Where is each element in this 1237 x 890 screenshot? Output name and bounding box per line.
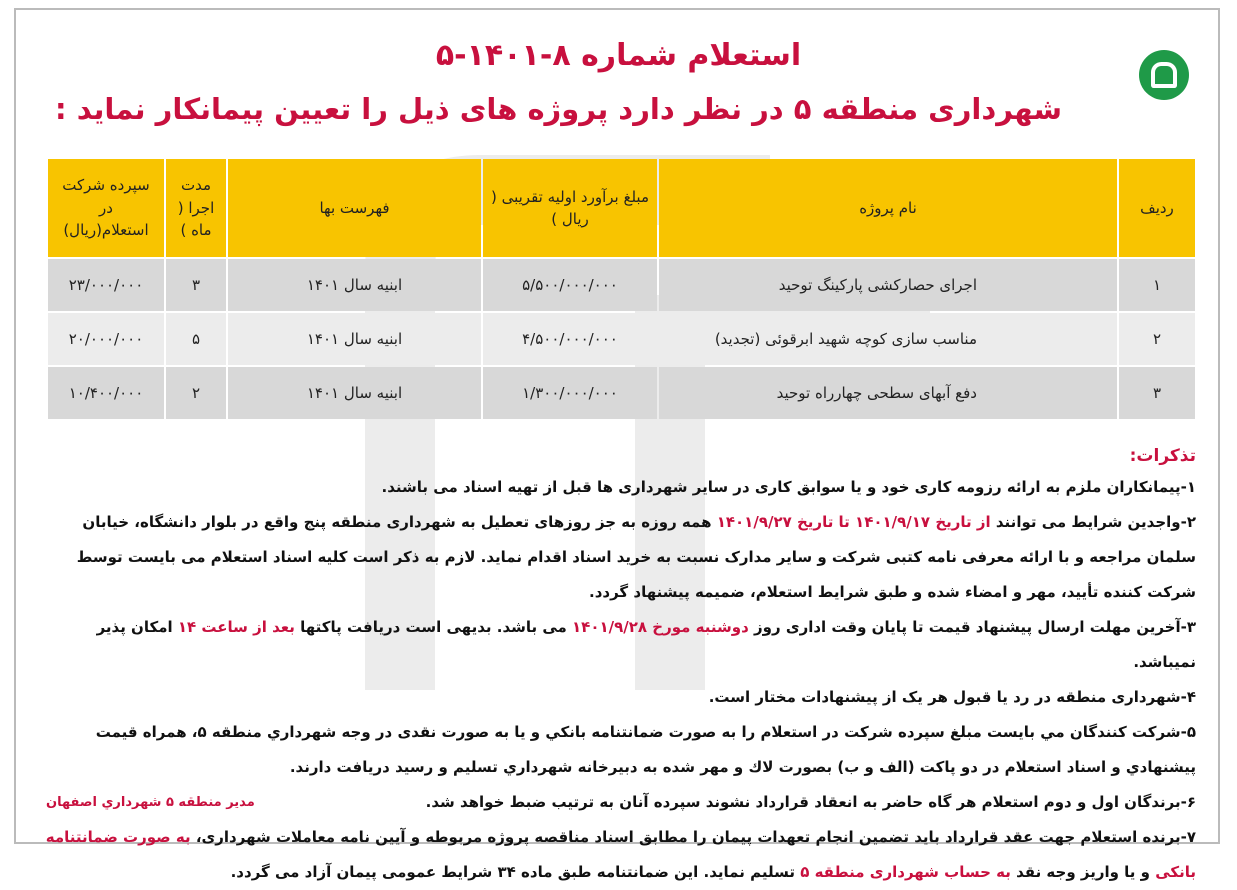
cell-row-number: ۱ (1119, 259, 1195, 311)
inquiry-title: استعلام شماره ۸-۱۴۰۱-۵ (435, 38, 802, 73)
note-item (44, 610, 1196, 680)
note-item (44, 505, 1196, 610)
notes-heading: تذکرات: (1129, 446, 1196, 466)
header-price-list: فهرست بها (228, 159, 481, 257)
note-item (44, 680, 1196, 715)
note-highlight: از تاریخ ۱۴۰۱/۹/۱۷ تا تاریخ ۱۴۰۱/۹/۲۷ (716, 513, 991, 531)
cell-project-name: اجرای حصارکشی پارکینگ توحید (659, 259, 1117, 311)
header-row-number: ردیف (1119, 159, 1195, 257)
cell-project-name: مناسب سازی کوچه شهید ابرقوئی (تجدید) (659, 313, 1117, 365)
note-item (44, 715, 1196, 785)
notes-section (44, 446, 1196, 890)
note-text: ۲-واجدین شرایط می توانند (990, 513, 1196, 531)
note-highlight: به حساب شهرداری منطقه ۵ (800, 863, 1011, 881)
header-deposit: سپرده شرکت در استعلام(ریال) (48, 159, 164, 257)
note-text: همه روزه به جز روزهای تعطیل به شهرداری منطقه پنج واقع در بلوار دانشگاه، خیابان سلمان مراجعه و با ارائه معرفی نامه کتبی شرکت و سایر مدارک نسبت به خرید اسناد اقدام نماید. لازم به ذکر است کلیه اسناد استعلام می بایست توسط شرکت کننده تأیید، مهر و امضاء شده و طبق شرایط استعلام، ضمیمه پیشنهاد گردد. (76, 513, 1196, 601)
cell-project-name: دفع آبهای سطحی چهارراه توحید (659, 367, 1117, 419)
cell-price-list: ابنیه سال ۱۴۰۱ (228, 367, 481, 419)
inquiry-subtitle: شهرداری منطقه ۵ در نظر دارد پروژه های ذیل را تعیین پیمانکار نماید : (55, 92, 1062, 126)
header-duration: مدت اجرا ( ماه ) (166, 159, 226, 257)
cell-deposit: ۱۰/۴۰۰/۰۰۰ (48, 367, 164, 419)
cell-deposit: ۲۰/۰۰۰/۰۰۰ (48, 313, 164, 365)
note-text: ۳-آخرین مهلت ارسال پیشنهاد قیمت تا پایان وقت اداری روز (748, 618, 1196, 636)
cell-deposit: ۲۳/۰۰۰/۰۰۰ (48, 259, 164, 311)
note-highlight: به صورت ضمانتنامه بانکی (45, 828, 1196, 881)
table-row (48, 259, 1195, 311)
note-item (44, 820, 1196, 890)
note-text: و یا واریز وجه نقد (1010, 863, 1156, 881)
note-text: ۵-شرکت کنندگان مي بایست مبلغ سپرده شرکت در استعلام را به صورت ضمانتنامه بانکي و یا به صورت نقدی در وجه شهرداري منطقه ۵، همراه قیمت پیشنهادي و اسناد استعلام در دو پاکت (الف و ب) بصورت لاك و مهر شده به دبیرخانه شهرداري تسلیم و رسید دریافت دارند. (95, 723, 1196, 776)
note-highlight: دوشنبه مورخ ۱۴۰۱/۹/۲۸ (572, 618, 749, 636)
note-item (44, 470, 1196, 505)
note-text: می باشد. بدیهی است دریافت پاکتها (294, 618, 573, 636)
cell-estimate: ۵/۵۰۰/۰۰۰/۰۰۰ (483, 259, 657, 311)
table-row (48, 367, 1195, 419)
signature: مدیر منطقه ۵ شهرداري اصفهان (46, 795, 255, 810)
cell-price-list: ابنیه سال ۱۴۰۱ (228, 313, 481, 365)
note-text: ۴-شهرداری منطقه در رد یا قبول هر یک از پیشنهادات مختار است. (708, 688, 1196, 706)
cell-duration: ۲ (166, 367, 226, 419)
note-text: تسلیم نماید. این ضمانتنامه طبق ماده ۳۴ شرایط عمومی پیمان آزاد می گردد. (230, 863, 801, 881)
header-project-name: نام پروژه (659, 159, 1117, 257)
cell-row-number: ۳ (1119, 367, 1195, 419)
note-text: ۷-برنده استعلام جهت عقد قرارداد باید تضمین انجام تعهدات پیمان را مطابق اسناد مناقصه پروژه مربوطه و آیین نامه معاملات شهرداری، (190, 828, 1196, 846)
note-text: امکان پذیر نمیباشد. (96, 618, 1196, 671)
cell-estimate: ۱/۳۰۰/۰۰۰/۰۰۰ (483, 367, 657, 419)
table-row (48, 313, 1195, 365)
cell-price-list: ابنیه سال ۱۴۰۱ (228, 259, 481, 311)
note-highlight: بعد از ساعت ۱۴ (177, 618, 295, 636)
projects-table (46, 157, 1197, 421)
note-text: ۶-برندگان اول و دوم استعلام هر گاه حاضر به انعقاد قرارداد نشوند سپرده آنان به ترتیب ضبط خواهد شد. (425, 793, 1196, 811)
header-estimate: مبلغ برآورد اولیه تقریبی ( ریال ) (483, 159, 657, 257)
note-text: ۱-پیمانکاران ملزم به ارائه رزومه کاری خود و یا سوابق کاری در سایر شهرداری ها قبل از تهیه اسناد می باشند. (381, 478, 1196, 496)
cell-estimate: ۴/۵۰۰/۰۰۰/۰۰۰ (483, 313, 657, 365)
cell-duration: ۵ (166, 313, 226, 365)
cell-duration: ۳ (166, 259, 226, 311)
cell-row-number: ۲ (1119, 313, 1195, 365)
